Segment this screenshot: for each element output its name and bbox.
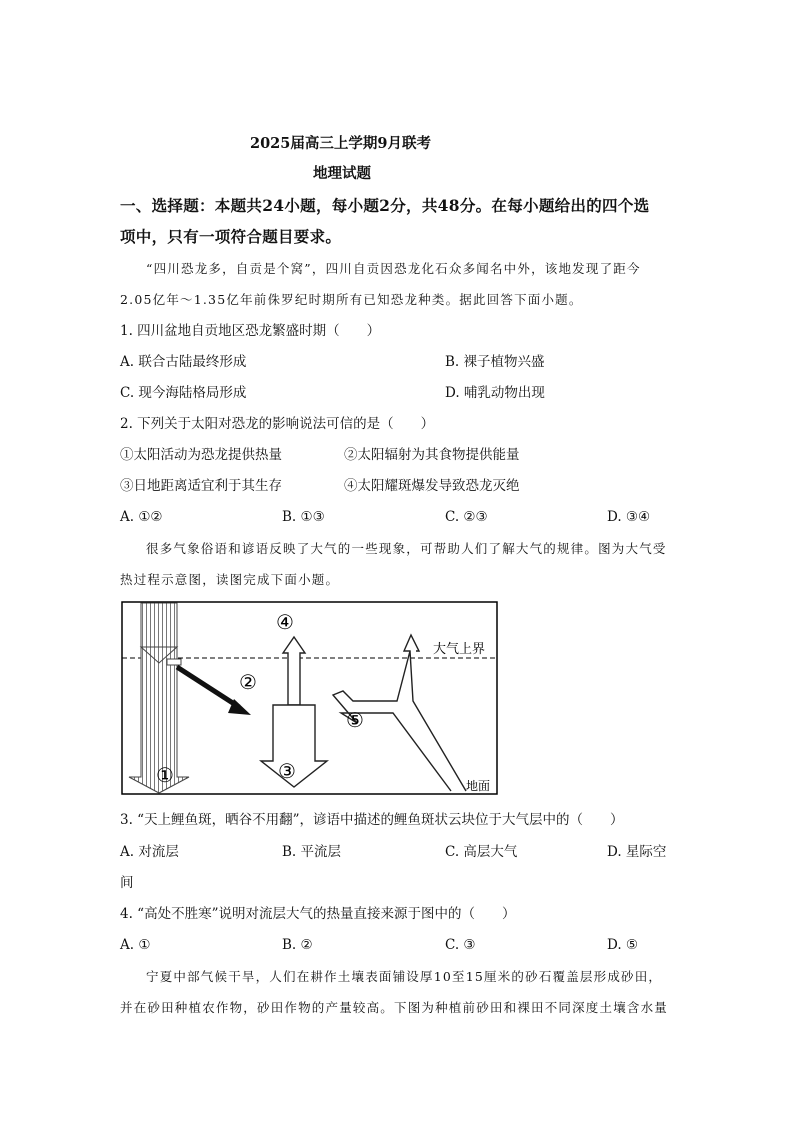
q3-option-b: B. 平流层: [282, 844, 342, 860]
label-2: ②: [239, 670, 257, 694]
passage3-line2: 并在砂田种植农作物，砂田作物的产量较高。下图为种植前砂田和裸田不同深度土壤含水量: [120, 1000, 669, 1015]
passage3-line1: 宁夏中部气候干旱，人们在耕作土壤表面铺设厚10至15厘米的砂石覆盖层形成砂田，: [146, 969, 663, 984]
q2-stem: 2. 下列关于太阳对恐龙的影响说法可信的是（ ）: [120, 416, 435, 432]
q4-option-d: D. ⑤: [607, 937, 639, 953]
label-3: ③: [278, 759, 296, 783]
passage2-line1: 很多气象俗语和谚语反映了大气的一些现象，可帮助人们了解大气的规律。图为大气受: [146, 541, 667, 556]
q4-option-a: A. ①: [120, 937, 151, 953]
label-atmosphere-top: 大气上界: [433, 642, 486, 657]
label-5: ⑤: [346, 708, 364, 732]
section-heading-line2: 项中，只有一项符合题目要求。: [120, 227, 342, 246]
label-ground: 地面: [466, 779, 491, 793]
q3-option-d-continued: 间: [120, 875, 134, 891]
exam-subtitle: 地理试题: [313, 165, 371, 182]
q1-option-a: A. 联合古陆最终形成: [120, 354, 247, 370]
q1-stem: 1. 四川盆地自贡地区恐龙繁盛时期（ ）: [120, 323, 381, 339]
q3-option-c: C. 高层大气: [445, 844, 518, 860]
q2-statement-4: ④太阳耀斑爆发导致恐龙灭绝: [344, 478, 520, 494]
exam-title: 2025届高三上学期9月联考: [250, 135, 431, 152]
label-1: ①: [156, 763, 174, 787]
passage2-line2: 热过程示意图，读图完成下面小题。: [120, 572, 340, 587]
q2-statement-3: ③日地距离适宜利于其生存: [120, 478, 282, 494]
passage1-line1: “四川恐龙多，自贡是个窝”，四川自贡因恐龙化石众多闻名中外，该地发现了距今: [146, 261, 641, 276]
q3-option-a: A. 对流层: [120, 844, 179, 860]
q1-option-d: D. 哺乳动物出现: [445, 385, 545, 401]
section-heading-line1: 一、选择题：本题共24小题，每小题2分，共48分。在每小题给出的四个选: [120, 196, 650, 215]
q3-stem: 3. “天上鲤鱼斑，晒谷不用翻”，谚语中描述的鲤鱼斑状云块位于大气层中的（ ）: [120, 812, 624, 828]
q2-option-c: C. ②③: [445, 509, 488, 525]
q2-option-a: A. ①②: [120, 509, 163, 525]
q1-option-c: C. 现今海陆格局形成: [120, 385, 247, 401]
q2-option-b: B. ①③: [282, 509, 325, 525]
q4-option-b: B. ②: [282, 937, 313, 953]
q3-option-d: D. 星际空: [607, 844, 667, 860]
passage1-line2: 2.05亿年～1.35亿年前侏罗纪时期所有已知恐龙种类。据此回答下面小题。: [120, 292, 583, 307]
atmosphere-heating-diagram: [121, 601, 498, 796]
q1-option-b: B. 裸子植物兴盛: [445, 354, 545, 370]
q2-option-d: D. ③④: [607, 509, 651, 525]
q2-statement-1: ①太阳活动为恐龙提供热量: [120, 447, 282, 463]
q4-stem: 4. “高处不胜寒”说明对流层大气的热量直接来源于图中的（ ）: [120, 906, 516, 922]
q4-option-c: C. ③: [445, 937, 476, 953]
q2-statement-2: ②太阳辐射为其食物提供能量: [344, 447, 520, 463]
label-4: ④: [276, 610, 294, 634]
